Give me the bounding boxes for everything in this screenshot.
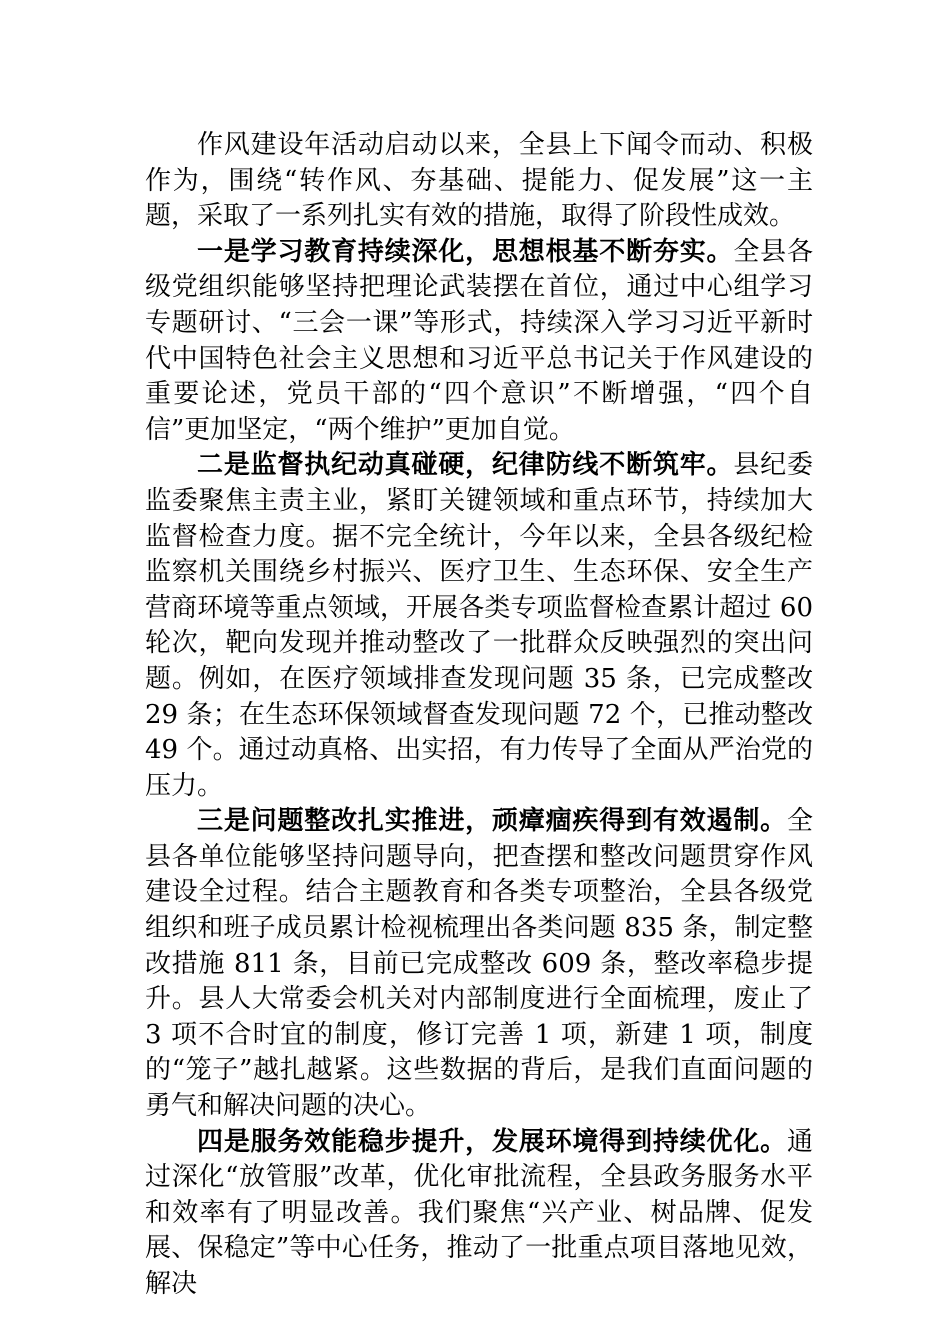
paragraph-lead: 二是监督执纪动真碰硬，纪律防线不断筑牢。 xyxy=(197,450,734,481)
paragraph-service-efficiency xyxy=(145,1125,813,1303)
paragraph-lead: 四是服务效能稳步提升，发展环境得到持续优化。 xyxy=(197,1126,787,1157)
paragraph-text: 县纪委监委聚焦主责主业，紧盯关键领域和重点环节，持续加大监督检查力度。据不完全统计，今年以来，全县各级纪检监察机关围绕乡村振兴、医疗卫生、生态环保、安全生产营商环境等重点领域，开展各类专项监督检查累计超过 60 轮次，靶向发现并推动整改了一批群众反映强烈的突出问题。例如，在医疗领域排查发现问题 35 条，已完成整改 29 条；在生态环保领域督查发现问题 72 个，已推动整改 49 个。通过动真格、出实招，有力传导了全面从严治党的压力。 xyxy=(145,450,813,801)
paragraph-lead: 三是问题整改扎实推进，顽瘴痼疾得到有效遏制。 xyxy=(197,806,787,837)
paragraph-study-education xyxy=(145,235,813,449)
paragraph-text: 全县各单位能够坚持问题导向，把查摆和整改问题贯穿作风建设全过程。结合主题教育和各类专项整治，全县各级党组织和班子成员累计检视梳理出各类问题 835 条，制定整改措施 811 条，目前已完成整改 609 条，整改率稳步提升。县人大常委会机关对内部制度进行全面梳理，废止了 3 项不合时宜的制度，修订完善 1 项，新建 1 项，制度的“笼子”越扎越紧。这些数据的背后，是我们直面问题的勇气和解决问题的决心。 xyxy=(145,806,813,1122)
paragraph-supervision xyxy=(145,448,813,804)
paragraph-text: 全县各级党组织能够坚持把理论武装摆在首位，通过中心组学习专题研讨、“三会一课”等形式，持续深入学习习近平新时代中国特色社会主义思想和习近平总书记关于作风建设的重要论述，党员干部的“四个意识”不断增强，“四个自信”更加坚定，“两个维护”更加自觉。 xyxy=(145,236,813,445)
paragraph-text: 作风建设年活动启动以来，全县上下闻令而动、积极作为，围绕“转作风、夯基础、提能力、促发展”这一主题，采取了一系列扎实有效的措施，取得了阶段性成效。 xyxy=(145,130,813,232)
paragraph-rectification xyxy=(145,804,813,1124)
paragraph-text: 通过深化“放管服”改革，优化审批流程，全县政务服务水平和效率有了明显改善。我们聚焦“兴产业、树品牌、促发展、保稳定”等中心任务，推动了一批重点项目落地见效，解决 xyxy=(145,1126,813,1299)
paragraph-lead: 一是学习教育持续深化，思想根基不断夯实。 xyxy=(197,236,734,267)
paragraph-intro xyxy=(145,128,813,235)
document-body xyxy=(145,128,813,1303)
